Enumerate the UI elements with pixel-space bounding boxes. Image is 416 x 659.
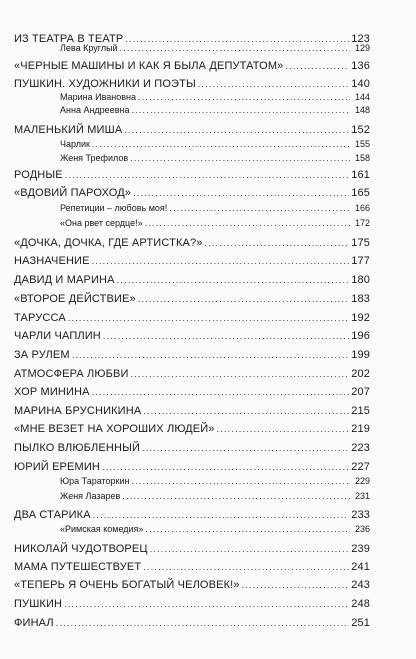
toc-subentry-page: 166 <box>354 203 370 213</box>
toc-entry-title: АТМОСФЕРА ЛЮБВИ <box>14 368 129 380</box>
toc-entry <box>14 561 370 575</box>
toc-subentry <box>60 524 370 538</box>
toc-entry-title: ФИНАЛ <box>14 617 54 629</box>
dot-leader <box>138 295 349 304</box>
toc-entry <box>14 237 370 251</box>
dot-leader <box>92 140 350 149</box>
toc-entry <box>14 598 370 612</box>
toc-subentry-title: Женя Трефилов <box>60 153 129 163</box>
toc-entry <box>14 423 370 437</box>
toc-subentry-page: 172 <box>354 218 370 228</box>
toc-entry-page: 241 <box>351 561 370 573</box>
toc-entry-page: 219 <box>351 423 370 435</box>
toc-entry-title: ЮРИЙ ЕРЕМИН <box>14 461 100 473</box>
toc-subentry <box>60 218 370 232</box>
dot-leader <box>205 239 350 248</box>
toc-entry-title: МАЛЕНЬКИЙ МИША <box>14 124 123 136</box>
dot-leader <box>131 477 350 486</box>
dot-leader <box>133 189 349 198</box>
toc-subentry-page: 129 <box>354 43 370 53</box>
toc-subentry <box>60 491 370 505</box>
toc-entry <box>14 187 370 201</box>
toc-entry-page: 177 <box>351 255 370 267</box>
toc-entry <box>14 442 370 456</box>
toc-entry-title: ХОР МИНИНА <box>14 386 90 398</box>
toc-entry-page: 123 <box>351 33 370 45</box>
toc-entry-page: 251 <box>351 617 370 629</box>
toc-entry-page: 223 <box>351 442 370 454</box>
dot-leader <box>124 126 349 135</box>
toc-entry-title: ЧАРЛИ ЧАПЛИН <box>14 330 101 342</box>
toc-subentry-page: 158 <box>354 153 370 163</box>
toc-entry-title: НИКОЛАЙ ЧУДОТВОРЕЦ <box>14 543 148 555</box>
dot-leader <box>120 44 350 53</box>
dot-leader <box>56 619 349 628</box>
toc-subentry-page: 144 <box>354 92 370 102</box>
toc-subentry <box>60 105 370 119</box>
toc-subentry-page: 236 <box>354 524 370 534</box>
toc-entry <box>14 509 370 523</box>
toc-entry <box>14 386 370 400</box>
toc-entry-page: 140 <box>351 78 370 90</box>
toc-entry-page: 202 <box>351 368 370 380</box>
toc-entry-title: «ТЕПЕРЬ Я ОЧЕНЬ БОГАТЫЙ ЧЕЛОВЕК!» <box>14 579 240 591</box>
toc-entry <box>14 78 370 92</box>
toc-entry-title: «ДОЧКА, ДОЧКА, ГДЕ АРТИСТКА?» <box>14 237 203 249</box>
toc-entry <box>14 169 370 183</box>
toc-entry-page: 243 <box>351 579 370 591</box>
dot-leader <box>217 425 350 434</box>
toc-entry-title: ТАРУССА <box>14 312 66 324</box>
toc-subentry-page: 155 <box>354 139 370 149</box>
toc-subentry <box>60 476 370 490</box>
toc-entry <box>14 579 370 593</box>
toc-entry-title: МАРИНА БРУСНИКИНА <box>14 405 142 417</box>
dot-leader <box>65 171 349 180</box>
toc-subentry <box>60 92 370 106</box>
toc-entry-title: ИЗ ТЕАТРА В ТЕАТР <box>14 33 124 45</box>
dot-leader <box>142 444 349 453</box>
dot-leader <box>145 525 350 534</box>
toc-entry-page: 196 <box>351 330 370 342</box>
toc-subentry-page: 231 <box>354 491 370 501</box>
toc-entry-page: 136 <box>351 60 370 72</box>
dot-leader <box>122 492 350 501</box>
dot-leader <box>102 463 349 472</box>
toc-subentry-title: Лева Круглый <box>60 43 118 53</box>
toc-subentry-title: Женя Лазарев <box>60 491 121 501</box>
toc-entry <box>14 124 370 138</box>
toc-entry-page: 161 <box>351 169 370 181</box>
toc-entry-page: 175 <box>351 237 370 249</box>
toc-entry-title: «ЧЕРНЫЕ МАШИНЫ И КАК Я БЫЛА ДЕПУТАТОМ» <box>14 60 284 72</box>
toc-entry-page: 199 <box>351 349 370 361</box>
toc-entry-title: ПЫЛКО ВЛЮБЛЕННЫЙ <box>14 442 141 454</box>
toc-entry-title: МАМА ПУТЕШЕСТВУЕТ <box>14 561 142 573</box>
dot-leader <box>143 563 349 572</box>
toc-entry-title: ДВА СТАРИКА <box>14 509 91 521</box>
toc-entry-page: 165 <box>351 187 370 199</box>
toc-subentry-title: Чарлик <box>60 139 90 149</box>
dot-leader <box>93 511 349 520</box>
toc-entry-page: 248 <box>351 598 370 610</box>
dot-leader <box>285 62 349 71</box>
toc-entry-title: РОДНЫЕ <box>14 169 63 181</box>
toc-subentry-title: Юра Тараторкин <box>60 476 130 486</box>
toc-entry-page: 215 <box>351 405 370 417</box>
dot-leader <box>131 106 350 115</box>
toc-entry <box>14 617 370 631</box>
toc-subentry-title: Марина Ивановна <box>60 92 136 102</box>
toc-subentry-page: 148 <box>354 105 370 115</box>
dot-leader <box>138 93 350 102</box>
toc-subentry-page: 229 <box>354 476 370 486</box>
dot-leader <box>145 219 350 228</box>
dot-leader <box>68 314 349 323</box>
dot-leader <box>150 545 350 554</box>
toc-entry <box>14 274 370 288</box>
dot-leader <box>198 80 349 89</box>
dot-leader <box>130 154 350 163</box>
toc-subentry-title: Репетиции – любовь моя! <box>60 203 168 213</box>
toc-entry-page: 183 <box>351 293 370 305</box>
toc-entry-title: ДАВИД И МАРИНА <box>14 274 115 286</box>
dot-leader <box>103 332 349 341</box>
toc-entry <box>14 461 370 475</box>
dot-leader <box>143 407 349 416</box>
toc-entry <box>14 312 370 326</box>
toc-entry-page: 180 <box>351 274 370 286</box>
dot-leader <box>72 351 350 360</box>
toc-entry-page: 192 <box>351 312 370 324</box>
toc-entry <box>14 405 370 419</box>
toc-entry-title: «ВДОВИЙ ПАРОХОД» <box>14 187 132 199</box>
toc-entry-title: «ВТОРОЕ ДЕЙСТВИЕ» <box>14 293 136 305</box>
dot-leader <box>131 370 350 379</box>
toc-entry-title: НАЗНАЧЕНИЕ <box>14 255 90 267</box>
dot-leader <box>92 388 350 397</box>
toc-entry <box>14 349 370 363</box>
toc-entry-title: ЗА РУЛЕМ <box>14 349 70 361</box>
toc-entry-title: «МНЕ ВЕЗЕТ НА ХОРОШИХ ЛЮДЕЙ» <box>14 423 215 435</box>
toc-entry-page: 233 <box>351 509 370 521</box>
dot-leader <box>242 581 350 590</box>
toc-subentry <box>60 203 370 217</box>
toc-entry <box>14 255 370 269</box>
dot-leader <box>64 600 349 609</box>
toc-entry <box>14 368 370 382</box>
toc-entry-page: 227 <box>351 461 370 473</box>
toc-subentry-title: «Она рвет сердце!» <box>60 218 143 228</box>
toc-subentry <box>60 139 370 153</box>
toc-entry <box>14 293 370 307</box>
toc-subentry <box>60 43 370 57</box>
toc-entry-title: ПУШКИН <box>14 598 63 610</box>
toc-entry <box>14 330 370 344</box>
toc-entry <box>14 543 370 557</box>
dot-leader <box>169 204 350 213</box>
toc-subentry-title: «Римская комедия» <box>60 524 144 534</box>
toc-entry-page: 152 <box>351 124 370 136</box>
toc-subentry-title: Анна Андреевна <box>60 105 130 115</box>
toc-entry <box>14 60 370 74</box>
toc-entry-title: ПУШКИН. ХУДОЖНИКИ И ПОЭТЫ <box>14 78 196 90</box>
dot-leader <box>117 276 350 285</box>
toc-entry-page: 239 <box>351 543 370 555</box>
toc-subentry <box>60 153 370 167</box>
toc-entry-page: 207 <box>351 386 370 398</box>
dot-leader <box>92 257 350 266</box>
